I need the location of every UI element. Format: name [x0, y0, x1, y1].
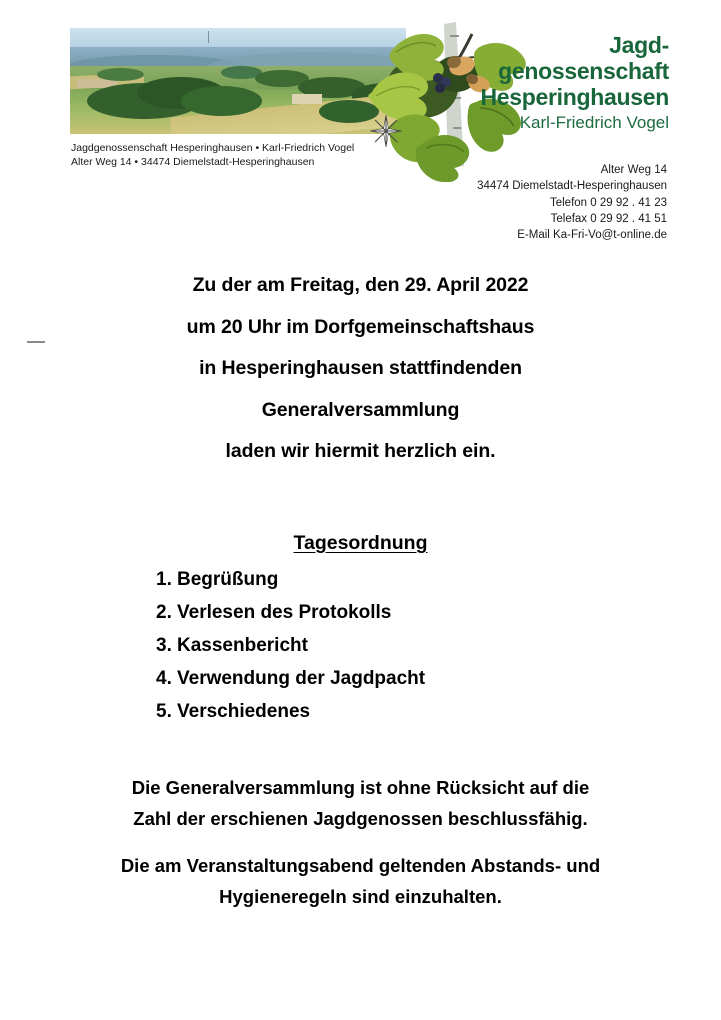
agenda-list: [156, 570, 586, 735]
logo-line-2: genossenschaft: [498, 58, 669, 84]
invitation-line-2: um 20 Uhr im Dorfgemeinschaftshaus: [186, 315, 535, 338]
hygiene-note-line-1: Die am Veranstaltungsabend geltenden Abstands- und: [120, 855, 601, 877]
agenda-heading: [0, 532, 721, 555]
agenda-item-label: Verwendung der Jagdpacht: [177, 668, 426, 689]
invitation-line-3: in Hesperinghausen stattfindenden: [199, 357, 522, 379]
agenda-item-number: 4.: [156, 668, 172, 689]
contact-city: 34474 Diemelstadt-Hesperinghausen: [477, 180, 667, 193]
photo-pylon: [208, 31, 209, 43]
quorum-note-line-2: Zahl der erschienen Jagdgenossen beschlussfähig.: [133, 808, 588, 830]
agenda-item-number: 2.: [156, 602, 172, 623]
sender-address: [71, 141, 354, 169]
hygiene-note-line-2: Hygieneregeln sind einzuhalten.: [219, 886, 502, 908]
compass-star-icon: [370, 115, 402, 147]
agenda-item-label: Begrüßung: [177, 569, 279, 590]
agenda-heading-label: Tagesordnung: [293, 532, 428, 554]
photo-tree: [181, 86, 262, 116]
sender-line-2: Alter Weg 14 • 34474 Diemelstadt-Hesperinghausen: [71, 156, 315, 169]
agenda-item-number: 1.: [156, 569, 172, 590]
logo-subtitle: Karl-Friedrich Vogel: [519, 113, 669, 132]
contact-phone: Telefon 0 29 92 . 41 23: [549, 196, 667, 209]
agenda-item-label: Verschiedenes: [177, 701, 311, 722]
agenda-item-number: 5.: [156, 701, 172, 722]
contact-email: E-Mail Ka-Fri-Vo@t-online.de: [517, 229, 667, 242]
agenda-item-label: Kassenbericht: [177, 635, 308, 656]
logo-line-3: Hesperinghausen: [480, 84, 669, 110]
sender-line-1: Jagdgenossenschaft Hesperinghausen • Karl-Friedrich Vogel: [71, 142, 355, 154]
agenda-item: [156, 669, 586, 688]
invitation-line-4: Generalversammlung: [261, 398, 460, 421]
closing-notes: [0, 772, 721, 912]
organization-logo: [481, 34, 670, 131]
photo-tree: [97, 68, 144, 81]
agenda-item: [156, 570, 586, 589]
logo-line-1: Jagd-: [609, 32, 669, 58]
agenda-item-number: 3.: [156, 635, 172, 656]
letterhead: [0, 0, 721, 250]
invitation-text: [0, 276, 721, 484]
contact-block: [477, 162, 667, 244]
quorum-note: [0, 772, 721, 834]
photo-barn-right: [292, 94, 322, 105]
agenda-item: [156, 702, 586, 721]
agenda-item: [156, 636, 586, 655]
contact-fax: Telefax 0 29 92 . 41 51: [550, 212, 667, 225]
agenda-item: [156, 603, 586, 622]
invitation-line-1: Zu der am Freitag, den 29. April 2022: [192, 274, 529, 296]
hygiene-note: [0, 850, 721, 912]
invitation-line-5: laden wir hiermit herzlich ein.: [225, 440, 496, 462]
quorum-note-line-1: Die Generalversammlung ist ohne Rücksicht auf die: [131, 777, 590, 798]
contact-street: Alter Weg 14: [600, 164, 667, 176]
agenda-item-label: Verlesen des Protokolls: [177, 602, 392, 623]
